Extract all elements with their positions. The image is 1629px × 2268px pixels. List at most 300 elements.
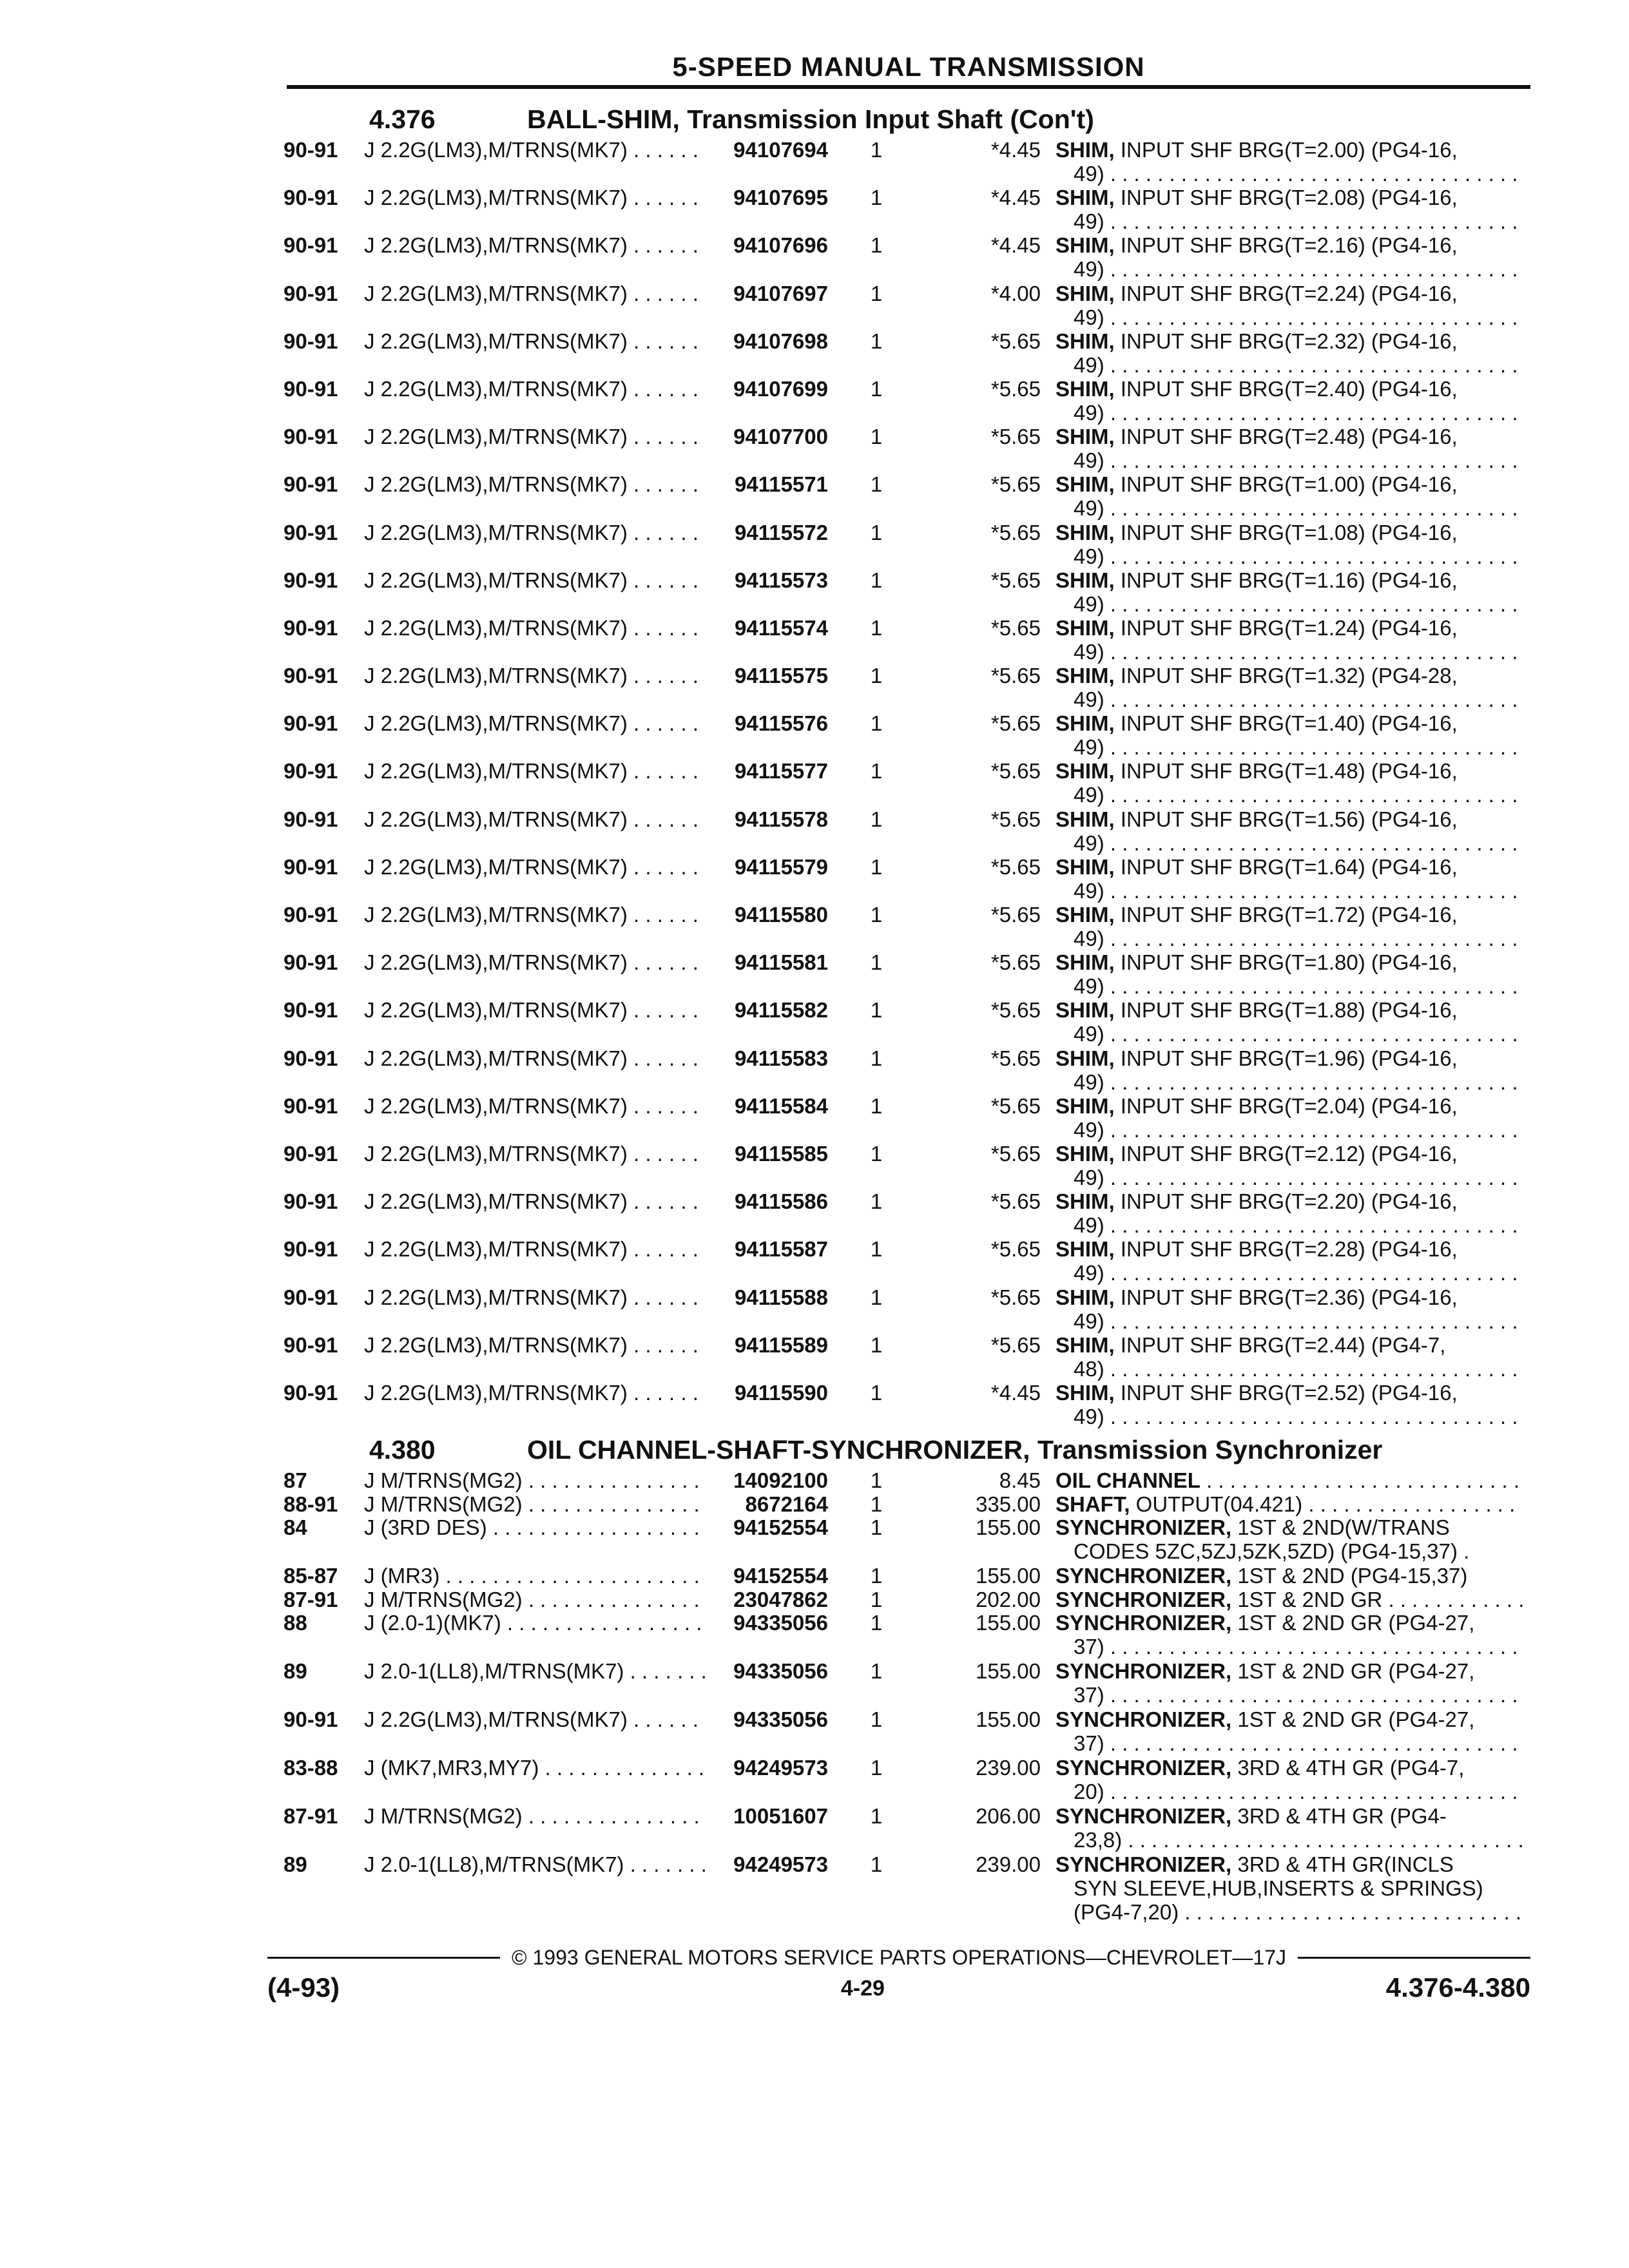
application: J 2.2G(LM3),M/TRNS(MK7) . . . xyxy=(364,1094,706,1118)
description-line xyxy=(1055,1046,1523,1070)
part-number: 94249573 xyxy=(709,1852,828,1876)
application: J 2.2G(LM3),M/TRNS(MK7) . . . xyxy=(364,664,706,687)
quantity: 1 xyxy=(870,1237,883,1262)
price: *5.65 xyxy=(990,425,1041,449)
price: 155.00 xyxy=(976,1659,1041,1684)
description-continuation: 20) . . . xyxy=(1055,1780,1523,1803)
application: J (MK7,MR3,MY7) . . . xyxy=(364,1756,706,1780)
table-row xyxy=(284,1381,1524,1428)
table-row xyxy=(284,1285,1524,1333)
description-main: SHIM, xyxy=(1055,138,1115,162)
table-row xyxy=(284,1707,1524,1756)
quantity: 1 xyxy=(870,376,883,401)
description-continuation: 49) . . . xyxy=(1055,496,1523,520)
part-number: 94107697 xyxy=(709,282,828,305)
description xyxy=(1055,903,1523,950)
description-continuation: 49) . . . xyxy=(1055,209,1523,233)
description-line xyxy=(1055,329,1523,353)
application: J 2.2G(LM3),M/TRNS(MK7) . . . xyxy=(364,282,706,305)
description-rest: INPUT SHF BRG(T=1.00) (PG4-16, xyxy=(1114,472,1458,497)
table-row xyxy=(284,664,1524,711)
footer-rule-left xyxy=(267,1957,500,1959)
model-years: 87-91 xyxy=(284,1587,338,1611)
description-main: SHIM, xyxy=(1055,1189,1115,1214)
part-number: 94115586 xyxy=(709,1189,828,1213)
description-line xyxy=(1055,1333,1523,1357)
description xyxy=(1055,1588,1523,1611)
description-continuation: 49) . . . xyxy=(1055,448,1523,472)
table-row xyxy=(284,1659,1524,1707)
part-number: 94115590 xyxy=(709,1381,828,1405)
description-main: SHIM, xyxy=(1055,425,1115,449)
price: *5.65 xyxy=(990,759,1041,783)
description-rest: 1ST & 2ND GR xyxy=(1231,1587,1383,1611)
part-number: 94249573 xyxy=(709,1756,828,1780)
description-rest: 1ST & 2ND (PG4-15,37) xyxy=(1231,1564,1468,1588)
footer-rule-line xyxy=(267,1946,1530,1970)
description-line xyxy=(1055,855,1523,879)
description-continuation: 49) . . . xyxy=(1055,640,1523,664)
table-row xyxy=(284,950,1524,998)
description-main: SHIM, xyxy=(1055,186,1115,210)
part-number: 94152554 xyxy=(709,1564,828,1588)
application: J 2.2G(LM3),M/TRNS(MK7) . . . xyxy=(364,568,706,592)
part-number: 94107694 xyxy=(709,138,828,162)
description-rest: INPUT SHF BRG(T=2.36) (PG4-16, xyxy=(1114,1285,1458,1309)
price: 155.00 xyxy=(976,1515,1041,1540)
description xyxy=(1055,1564,1523,1588)
description-main: OIL CHANNEL xyxy=(1055,1468,1200,1493)
model-years: 89 xyxy=(284,1852,307,1877)
application: J 2.2G(LM3),M/TRNS(MK7) . . . xyxy=(364,759,706,783)
model-years: 87-91 xyxy=(284,1804,338,1829)
price: *5.65 xyxy=(990,1141,1041,1166)
table-row xyxy=(284,329,1524,377)
quantity: 1 xyxy=(870,1564,883,1588)
model-years: 90-91 xyxy=(284,472,338,497)
description-rest: INPUT SHF BRG(T=2.00) (PG4-16, xyxy=(1114,138,1458,162)
footer-page-number: 4-29 xyxy=(840,1976,885,2001)
application: J 2.2G(LM3),M/TRNS(MK7) . . . xyxy=(364,1707,706,1731)
description xyxy=(1055,998,1523,1046)
quantity: 1 xyxy=(870,950,883,975)
model-years: 90-91 xyxy=(284,425,338,449)
model-years: 90-91 xyxy=(284,233,338,258)
footer-copyright: © 1993 GENERAL MOTORS SERVICE PARTS OPERATIONS—CHEVROLET—17J xyxy=(512,1946,1286,1969)
description xyxy=(1055,1046,1523,1094)
price: *5.65 xyxy=(990,1237,1041,1262)
description xyxy=(1055,1852,1523,1924)
price: *4.45 xyxy=(990,233,1041,258)
description-continuation: 49) . . . xyxy=(1055,783,1523,807)
price: *5.65 xyxy=(990,807,1041,831)
table-row xyxy=(284,377,1524,425)
application: J 2.2G(LM3),M/TRNS(MK7) . . . xyxy=(364,377,706,401)
application: J 2.2G(LM3),M/TRNS(MK7) . . . xyxy=(364,233,706,257)
description xyxy=(1055,233,1523,281)
application: J 2.2G(LM3),M/TRNS(MK7) . . . xyxy=(364,855,706,879)
section-title-text: OIL CHANNEL-SHAFT-SYNCHRONIZER, xyxy=(527,1435,1030,1465)
quantity: 1 xyxy=(870,903,883,927)
description-line xyxy=(1055,1588,1523,1611)
description xyxy=(1055,950,1523,998)
section-title xyxy=(527,103,1524,135)
part-number: 94115587 xyxy=(709,1237,828,1261)
model-years: 90-91 xyxy=(284,1285,338,1309)
table-row xyxy=(284,186,1524,233)
description-line xyxy=(1055,1515,1523,1539)
model-years: 90-91 xyxy=(284,138,338,162)
application: J 2.2G(LM3),M/TRNS(MK7) . . . xyxy=(364,903,706,927)
application: J 2.0-1(LL8),M/TRNS(MK7) . . . xyxy=(364,1852,706,1876)
part-number: 94107699 xyxy=(709,377,828,401)
application: J 2.2G(LM3),M/TRNS(MK7) . . . xyxy=(364,329,706,353)
description-rest: INPUT SHF BRG(T=2.52) (PG4-16, xyxy=(1114,1380,1458,1405)
part-number: 94115571 xyxy=(709,472,828,496)
price: *5.65 xyxy=(990,854,1041,879)
price: *5.65 xyxy=(990,711,1041,736)
description-rest: INPUT SHF BRG(T=1.72) (PG4-16, xyxy=(1114,903,1458,927)
description-line xyxy=(1055,1492,1523,1516)
table-row xyxy=(284,1094,1524,1142)
description-line xyxy=(1055,521,1523,544)
part-number: 94115573 xyxy=(709,568,828,592)
price: *5.65 xyxy=(990,520,1041,544)
description-line xyxy=(1055,711,1523,735)
description xyxy=(1055,616,1523,664)
price: 239.00 xyxy=(976,1756,1041,1780)
part-number: 10051607 xyxy=(709,1804,828,1828)
part-number: 94115585 xyxy=(709,1142,828,1166)
description-line xyxy=(1055,1094,1523,1118)
table-row xyxy=(284,998,1524,1046)
description-line xyxy=(1055,425,1523,448)
quantity: 1 xyxy=(870,568,883,592)
description xyxy=(1055,1333,1523,1381)
table-row xyxy=(284,1515,1524,1564)
table-row xyxy=(284,1237,1524,1285)
model-years: 90-91 xyxy=(284,1093,338,1118)
description-main: SYNCHRONIZER, xyxy=(1055,1852,1232,1877)
description-main: SYNCHRONIZER, xyxy=(1055,1515,1232,1540)
application: J 2.2G(LM3),M/TRNS(MK7) . . . xyxy=(364,1046,706,1070)
table-row xyxy=(284,1189,1524,1237)
description xyxy=(1055,807,1523,855)
description-main: SHIM, xyxy=(1055,1285,1115,1309)
description xyxy=(1055,855,1523,903)
description-rest: INPUT SHF BRG(T=2.44) (PG4-7, xyxy=(1114,1332,1446,1357)
description-continuation: 37) . . . xyxy=(1055,1731,1523,1755)
description xyxy=(1055,664,1523,711)
catalog-content xyxy=(284,103,1524,1925)
description-continuation: 49) . . . xyxy=(1055,735,1523,759)
model-years: 90-91 xyxy=(284,998,338,1023)
description xyxy=(1055,1659,1523,1707)
description-rest: 3RD & 4TH GR(INCLS xyxy=(1231,1852,1454,1877)
price: *5.65 xyxy=(990,615,1041,640)
application: J 2.2G(LM3),M/TRNS(MK7) . . . xyxy=(364,616,706,640)
model-years: 88-91 xyxy=(284,1492,338,1516)
quantity: 1 xyxy=(870,425,883,449)
part-number: 94115588 xyxy=(709,1285,828,1309)
description xyxy=(1055,1707,1523,1755)
page-footer xyxy=(267,1946,1530,2003)
description-main: SHIM, xyxy=(1055,807,1115,831)
quantity: 1 xyxy=(870,998,883,1023)
price: 239.00 xyxy=(976,1852,1041,1877)
description-continuation: 49) . . . xyxy=(1055,831,1523,855)
description xyxy=(1055,1756,1523,1803)
description-line xyxy=(1055,1707,1523,1731)
table-row xyxy=(284,521,1524,568)
quantity: 1 xyxy=(870,759,883,783)
description-continuation: 49) . . . xyxy=(1055,927,1523,950)
description-rest: 1ST & 2ND GR (PG4-27, xyxy=(1231,1611,1475,1635)
section-title-text: BALL-SHIM, Transmission Input Shaft xyxy=(527,104,1003,134)
description-line xyxy=(1055,1142,1523,1166)
description-main: SHIM, xyxy=(1055,520,1115,544)
description-continuation: 49) . . . xyxy=(1055,1070,1523,1094)
part-number: 94107698 xyxy=(709,329,828,353)
price: 202.00 xyxy=(976,1587,1041,1611)
description-main: SHIM, xyxy=(1055,1046,1115,1070)
model-years: 85-87 xyxy=(284,1564,338,1588)
price: *5.65 xyxy=(990,1093,1041,1118)
description-continuation: 49) . . . xyxy=(1055,401,1523,425)
price: 335.00 xyxy=(976,1492,1041,1516)
quantity: 1 xyxy=(870,1285,883,1309)
price: *4.45 xyxy=(990,1380,1041,1405)
part-number: 94115581 xyxy=(709,950,828,974)
description-main: SHIM, xyxy=(1055,998,1115,1023)
quantity: 1 xyxy=(870,186,883,210)
model-years: 90-91 xyxy=(284,376,338,401)
description-line xyxy=(1055,1564,1523,1588)
description xyxy=(1055,711,1523,759)
description xyxy=(1055,1381,1523,1428)
quantity: 1 xyxy=(870,1756,883,1780)
quantity: 1 xyxy=(870,281,883,305)
price: *4.45 xyxy=(990,186,1041,210)
description-continuation: 49) . . . xyxy=(1055,353,1523,377)
price: *5.65 xyxy=(990,903,1041,927)
description xyxy=(1055,1189,1523,1237)
description-continuation: CODES 5ZC,5ZJ,5ZK,5ZD) (PG4-15,37) . xyxy=(1074,1539,1470,1564)
description-rest: INPUT SHF BRG(T=2.20) (PG4-16, xyxy=(1114,1189,1458,1214)
description-continuation: 49) . . . xyxy=(1055,162,1523,186)
description-rest: 1ST & 2ND(W/TRANS xyxy=(1231,1515,1450,1540)
description-line xyxy=(1055,998,1523,1022)
description-rest: INPUT SHF BRG(T=2.24) (PG4-16, xyxy=(1114,281,1458,305)
description-rest: INPUT SHF BRG(T=2.48) (PG4-16, xyxy=(1114,425,1458,449)
section-number: 4.376 xyxy=(369,104,436,134)
description-main: SYNCHRONIZER, xyxy=(1055,1564,1232,1588)
quantity: 1 xyxy=(870,233,883,258)
table-row xyxy=(284,616,1524,664)
page-title: 5-SPEED MANUAL TRANSMISSION xyxy=(672,52,1145,82)
model-years: 90-91 xyxy=(284,664,338,688)
price: *5.65 xyxy=(990,998,1041,1023)
price: *4.00 xyxy=(990,281,1041,305)
description-continuation: 49) . . . xyxy=(1055,1213,1523,1237)
description-line xyxy=(1055,282,1523,305)
application: J M/TRNS(MG2) . . . xyxy=(364,1588,706,1611)
price: *5.65 xyxy=(990,664,1041,688)
price: *5.65 xyxy=(990,329,1041,353)
description-continuation: SYN SLEEVE,HUB,INSERTS & SPRINGS) xyxy=(1074,1876,1483,1901)
application: J 2.2G(LM3),M/TRNS(MK7) . . . xyxy=(364,1381,706,1405)
model-years: 90-91 xyxy=(284,615,338,640)
description-main: SHIM, xyxy=(1055,233,1115,258)
table-row xyxy=(284,138,1524,186)
application: J (MR3) . . . xyxy=(364,1564,706,1588)
description-continuation: 49) . . . xyxy=(1055,1118,1523,1142)
description-line xyxy=(1055,759,1523,783)
part-number: 94152554 xyxy=(709,1515,828,1539)
description-rest: INPUT SHF BRG(T=1.32) (PG4-28, xyxy=(1114,664,1458,688)
description-line xyxy=(1055,568,1523,592)
application: J 2.2G(LM3),M/TRNS(MK7) . . . xyxy=(364,807,706,831)
model-years: 83-88 xyxy=(284,1756,338,1780)
quantity: 1 xyxy=(870,1468,883,1493)
model-years: 90-91 xyxy=(284,950,338,975)
price: *5.65 xyxy=(990,1046,1041,1070)
part-number: 94115589 xyxy=(709,1333,828,1357)
description-main: SHIM, xyxy=(1055,1380,1115,1405)
part-number: 94335056 xyxy=(709,1611,828,1635)
description xyxy=(1055,282,1523,329)
table-row xyxy=(284,759,1524,807)
application: J 2.2G(LM3),M/TRNS(MK7) . . . xyxy=(364,138,706,162)
description-line xyxy=(1055,616,1523,640)
part-number: 94115572 xyxy=(709,521,828,544)
table-row xyxy=(284,903,1524,950)
part-number: 23047862 xyxy=(709,1588,828,1611)
description-main: SYNCHRONIZER, xyxy=(1055,1659,1232,1684)
application: J 2.2G(LM3),M/TRNS(MK7) . . . xyxy=(364,1142,706,1166)
application: J 2.2G(LM3),M/TRNS(MK7) . . . xyxy=(364,950,706,974)
description-main: SHIM, xyxy=(1055,664,1115,688)
quantity: 1 xyxy=(870,807,883,831)
application: J (2.0-1)(MK7) . . . xyxy=(364,1611,706,1635)
description xyxy=(1055,138,1523,186)
model-years: 90-91 xyxy=(284,759,338,783)
model-years: 90-91 xyxy=(284,186,338,210)
description-rest: 1ST & 2ND GR (PG4-27, xyxy=(1231,1707,1475,1732)
quantity: 1 xyxy=(870,1492,883,1516)
part-number: 94115576 xyxy=(709,711,828,735)
model-years: 90-91 xyxy=(284,1707,338,1732)
description xyxy=(1055,186,1523,233)
description-rest: INPUT SHF BRG(T=1.96) (PG4-16, xyxy=(1114,1046,1458,1070)
description xyxy=(1055,472,1523,520)
description xyxy=(1055,329,1523,377)
quantity: 1 xyxy=(870,1189,883,1214)
model-years: 90-91 xyxy=(284,807,338,831)
description-main: SYNCHRONIZER, xyxy=(1055,1611,1232,1635)
description-continuation: 49) . . . xyxy=(1055,305,1523,329)
description-rest: INPUT SHF BRG(T=1.64) (PG4-16, xyxy=(1114,854,1458,879)
part-number: 14092100 xyxy=(709,1468,828,1492)
description-main: SHIM, xyxy=(1055,950,1115,975)
model-years: 90-91 xyxy=(284,854,338,879)
price: *5.65 xyxy=(990,472,1041,497)
table-row xyxy=(284,1564,1524,1588)
model-years: 90-91 xyxy=(284,1237,338,1262)
quantity: 1 xyxy=(870,1587,883,1611)
description-continuation: 49) . . . xyxy=(1055,1261,1523,1285)
description-rest: 3RD & 4TH GR (PG4-7, xyxy=(1231,1756,1465,1780)
description-main: SHIM, xyxy=(1055,376,1115,401)
description-rest: INPUT SHF BRG(T=1.08) (PG4-16, xyxy=(1114,520,1458,544)
description xyxy=(1055,1611,1523,1658)
description xyxy=(1055,1094,1523,1142)
description-continuation: 49) . . . xyxy=(1055,1022,1523,1046)
description-line xyxy=(1055,1756,1523,1780)
model-years: 90-91 xyxy=(284,1189,338,1214)
model-years: 88 xyxy=(284,1611,307,1635)
description-rest: INPUT SHF BRG(T=1.88) (PG4-16, xyxy=(1114,998,1458,1023)
part-number: 94115584 xyxy=(709,1094,828,1118)
table-row xyxy=(284,472,1524,520)
part-number: 94107695 xyxy=(709,186,828,209)
section-heading xyxy=(284,103,1524,135)
table-row xyxy=(284,233,1524,281)
section-title-suffix: Transmission Synchronizer xyxy=(1037,1435,1383,1465)
part-number: 94107700 xyxy=(709,425,828,448)
part-number: 94115583 xyxy=(709,1046,828,1070)
price: 155.00 xyxy=(976,1564,1041,1588)
description-line xyxy=(1055,1468,1523,1492)
description-continuation: (PG4-7,20) . . . xyxy=(1055,1900,1523,1924)
description-main: SYNCHRONIZER, xyxy=(1055,1707,1232,1732)
model-years: 90-91 xyxy=(284,1332,338,1357)
table-row xyxy=(284,568,1524,616)
description-main: SHIM, xyxy=(1055,903,1115,927)
quantity: 1 xyxy=(870,1093,883,1118)
description-rest: INPUT SHF BRG(T=2.08) (PG4-16, xyxy=(1114,186,1458,210)
model-years: 90-91 xyxy=(284,568,338,592)
description-continuation: 23,8) . . . xyxy=(1055,1828,1523,1852)
quantity: 1 xyxy=(870,1515,883,1540)
description-main: SHIM, xyxy=(1055,759,1115,783)
description-continuation: 49) . . . xyxy=(1055,1405,1523,1428)
table-row xyxy=(284,282,1524,329)
description-main: SHIM, xyxy=(1055,1141,1115,1166)
description-line xyxy=(1055,807,1523,831)
price: *5.65 xyxy=(990,1189,1041,1214)
description xyxy=(1055,1237,1523,1285)
description-line xyxy=(1055,1189,1523,1213)
description-rest: INPUT SHF BRG(T=2.28) (PG4-16, xyxy=(1114,1237,1458,1262)
application: J 2.2G(LM3),M/TRNS(MK7) . . . xyxy=(364,1333,706,1357)
description-main: SHIM, xyxy=(1055,1332,1115,1357)
price: *4.45 xyxy=(990,138,1041,162)
description-continuation: 49) . . . xyxy=(1055,544,1523,568)
table-row xyxy=(284,855,1524,903)
quantity: 1 xyxy=(870,1141,883,1166)
header-rule xyxy=(287,85,1530,89)
quantity: 1 xyxy=(870,1332,883,1357)
description-main: SHIM, xyxy=(1055,1237,1115,1262)
description-continuation: 49) . . . xyxy=(1055,1166,1523,1189)
description xyxy=(1055,1492,1523,1516)
description xyxy=(1055,425,1523,472)
description-line xyxy=(1055,1381,1523,1405)
footer-rule-right xyxy=(1298,1957,1530,1959)
price: *5.65 xyxy=(990,1285,1041,1309)
application: J 2.2G(LM3),M/TRNS(MK7) . . . xyxy=(364,1237,706,1261)
